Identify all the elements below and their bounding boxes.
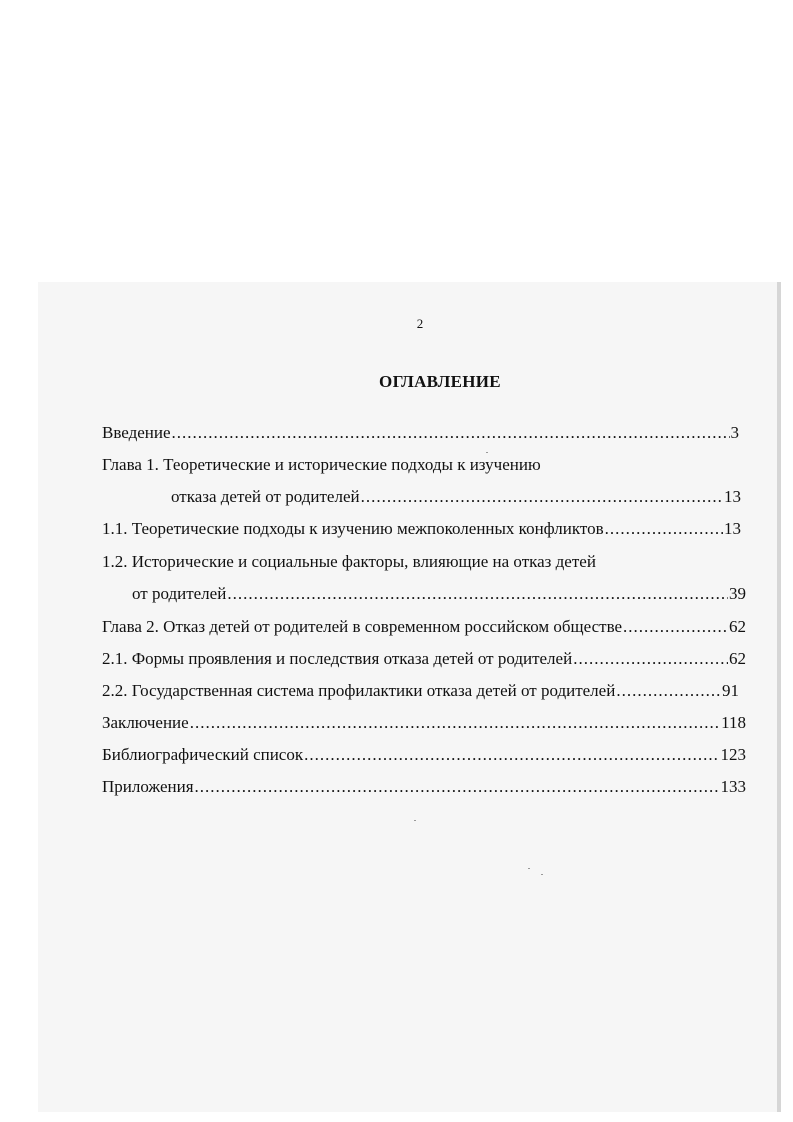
scan-speck bbox=[486, 452, 488, 453]
toc-entry-page: 118 bbox=[721, 713, 746, 732]
toc-entry-page: 3 bbox=[730, 423, 739, 442]
toc-entry-label: Глава 2. Отказ детей от родителей в современном российском обществе bbox=[102, 617, 623, 636]
toc-entry-page: 133 bbox=[720, 777, 746, 796]
toc-entry-label: от родителей bbox=[132, 584, 227, 603]
toc-leader-dots bbox=[605, 517, 723, 541]
toc-chapter1-line1: Глава 1. Теоретические и исторические подходы к изучению bbox=[102, 455, 541, 474]
toc-entry-section-2-2 bbox=[102, 679, 739, 703]
toc-entry-intro bbox=[102, 421, 739, 445]
toc-leader-dots bbox=[573, 647, 728, 671]
toc-entry-page: 62 bbox=[729, 649, 746, 668]
toc-entry-label: Введение bbox=[102, 423, 171, 442]
scan-speck bbox=[541, 874, 543, 875]
toc-leader-dots bbox=[361, 485, 723, 509]
toc-entry-page: 13 bbox=[724, 519, 741, 538]
toc-leader-dots bbox=[623, 615, 728, 639]
toc-entry-section-1-1 bbox=[102, 517, 741, 541]
scan-speck bbox=[528, 868, 530, 869]
toc-leader-dots bbox=[172, 421, 730, 445]
toc-entry-appendix bbox=[102, 775, 746, 799]
toc-leader-dots bbox=[616, 679, 721, 703]
toc-entry-section-1-2 bbox=[132, 582, 746, 606]
toc-entry-page: 13 bbox=[724, 487, 741, 506]
toc-entry-bibliography bbox=[102, 743, 746, 767]
page-number: 2 bbox=[416, 316, 424, 331]
toc-section-1-2-line1: 1.2. Исторические и социальные факторы, влияющие на отказ детей bbox=[102, 552, 596, 571]
scan-edge-shadow bbox=[777, 282, 781, 1112]
toc-entry-page: 62 bbox=[729, 617, 746, 636]
toc-entry-chapter1 bbox=[171, 485, 741, 509]
toc-entry-label: 1.1. Теоретические подходы к изучению межпоколенных конфликтов bbox=[102, 519, 604, 538]
toc-entry-page: 91 bbox=[722, 681, 739, 700]
toc-entry-label: отказа детей от родителей bbox=[171, 487, 360, 506]
toc-title: ОГЛАВЛЕНИЕ bbox=[379, 372, 501, 391]
toc-entry-page: 123 bbox=[720, 745, 746, 764]
toc-leader-dots bbox=[190, 711, 720, 735]
toc-entry-chapter2 bbox=[102, 615, 746, 639]
toc-entry-label: 2.1. Формы проявления и последствия отказа детей от родителей bbox=[102, 649, 573, 668]
toc-entry-page: 39 bbox=[729, 584, 746, 603]
toc-entry-label: 2.2. Государственная система профилактики отказа детей от родителей bbox=[102, 681, 616, 700]
toc-entry-section-2-1 bbox=[102, 647, 746, 671]
toc-entry-label: Библиографический список bbox=[102, 745, 304, 764]
scan-speck bbox=[414, 820, 416, 821]
toc-entry-label: Приложения bbox=[102, 777, 194, 796]
toc-entry-label: Заключение bbox=[102, 713, 189, 732]
toc-entry-conclusion bbox=[102, 711, 746, 735]
toc-leader-dots bbox=[304, 743, 719, 767]
toc-leader-dots bbox=[227, 582, 728, 606]
toc-leader-dots bbox=[195, 775, 720, 799]
